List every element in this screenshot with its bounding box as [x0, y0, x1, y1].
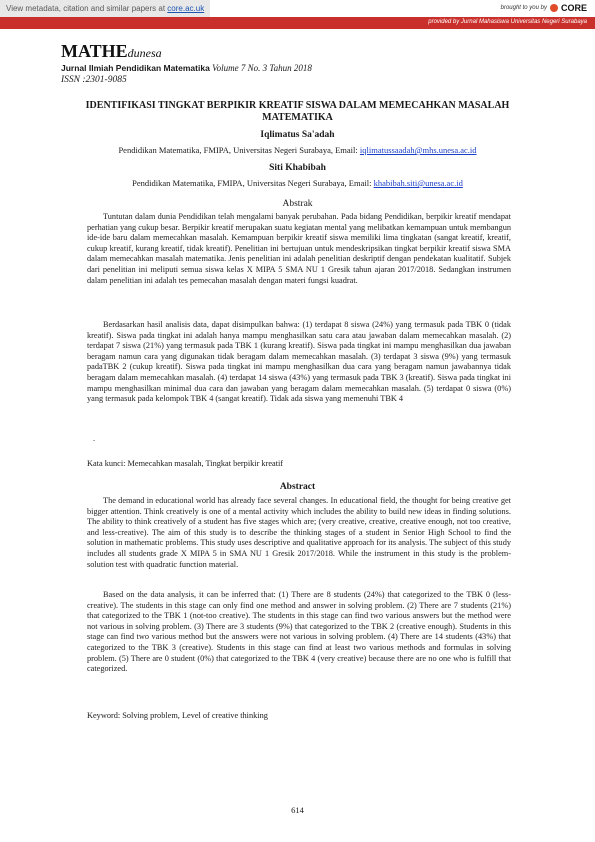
abstrak-paragraph-2: Berdasarkan hasil analisis data, dapat disimpulkan bahwa: (1) terdapat 8 siswa (24%) yang termasuk pada TBK 0 (tidak kreatif). Siswa pada tingkat ini adalah hanya mampu menghasilkan satu cara atau jawaban dalam memecahkan masalah. (2) terdapat 7 siswa (21%) yang termasuk pada TBK 1 (kurang kreatif). Siswa pada tingkat ini mampu menghasilkan dua jawaban beragam namun cara yang digunakan tidak beragam dalam memecahkan masalah. (3) terdapat 3 siswa (9%) yang termasuk padaTBK 2 (cukup kreatif). Siswa pada tingkat ini mampu menghasilkan dua cara yang beragam namun jawabannya tidak beragam dalam memecahkan masalah. (4) terdapat 14 siswa (43%) yang termasuk pada TBK 3 (kreatif). Siswa pada tingkat ini mampu menghasilkan minimal dua cara dan jawaban yang beragam dalam memecahkan masalah. (5) terdapat 0 siswa (0%) yang termasuk pada kelompok TBK 4 (sangat kreatif). Tidak ada siswa yang memenuhi TBK 4 — [87, 320, 511, 404]
paper-title: IDENTIFIKASI TINGKAT BERPIKIR KREATIF SISWA DALAM MEMECAHKAN MASALAH MATEMATIKA — [85, 100, 510, 123]
abstract-paragraph-2: Based on the data analysis, it can be inferred that: (1) There are 8 students (24%) that categorized to the TBK 0 (less-creative). The students in this stage can only find one method and answer in solving problem. (2) There are 7 students (21%) that categorized to the TBK 1 (not-too creative). The students in this stage can find two various answers but the method were not various in solving problem. (3) There are 3 students (9%) that categorized to the TBK 2 (creative enough). Students in this stage can find two various method but the answers were not various in solving problem. (4) There are 14 students (43%) that categorized to the TBK 3 (creative). Students in this stage can find at least two various methods and formulas in solving problem. (5) There are 0 student (0%) that categorized to the TBK 4 (very creative) because there are no one who is fulfill that categorized. — [87, 590, 511, 674]
metadata-notice — [0, 0, 210, 17]
journal-logo-mathe: MATHE — [61, 41, 128, 61]
abstrak-heading: Abstrak — [282, 199, 313, 209]
abstrak-paragraph-1: Tuntutan dalam dunia Pendidikan telah mengalami banyak perubahan. Pada bidang Pendidikan, berpikir kreatif mendapat perhatian yang cukup besar. Berpikir kreatif merupakan suatu kegiatan mental yang melibatkan kemampuan untuk membangun ide-ide baru dalam memecahkan masalah. Kemampuan berpikir kreatif siswa memiliki lima tingkatan (sangat kreatif, kreatif, cukup kreatif, kurang kreatif, tidak kreatif). Penelitian ini bertujuan untuk mendeskripsikan tingkat berpikir kreatif siswa SMA dalam memecahkan masalah matematika. Jenis penelitian ini adalah penelitian deskriptif dengan pendekatan kualitatif. Subjek dari penelitian ini meliputi semua siswa kelas X MIPA 5 SMA NU 1 Gresik tahun ajaran 2017/2018. Sedangkan instrumen dalam penelitian ini adalah tes pemecahan masalah dengan materi fungsi kuadrat. — [87, 212, 511, 285]
author-email-2[interactable]: khabibah.siti@unesa.ac.id — [373, 178, 463, 188]
metadata-notice-text: View metadata, citation and similar papers at — [6, 4, 168, 13]
author-affiliation-2 — [50, 178, 545, 188]
page-number: 614 — [291, 805, 304, 815]
brought-by-text: brought to you by — [500, 5, 547, 11]
abstract-keywords: Keyword: Solving problem, Level of creative thinking — [87, 711, 268, 720]
journal-masthead — [61, 41, 312, 85]
affiliation-text-2: Pendidikan Matematika, FMIPA, Universitas Negeri Surabaya, Email: — [132, 178, 374, 188]
journal-issn: ISSN :2301-9085 — [61, 75, 127, 85]
core-logo-icon — [550, 4, 558, 12]
core-logo-text[interactable]: CORE — [560, 3, 587, 13]
abstrak-trailing-dot: . — [93, 434, 96, 443]
abstract-paragraph-1: The demand in educational world has already face several changes. In educational field, the thought for being creative get bigger attention. Think creatively is one of a mental activity which includes the ability to build new ideas in finding solutions. The ability to think creatively of a student has five stages which are; (very creative, creative, creative enough, not too creative, and less-creative). The aim of this study is to describe the thinking stages of a student in Senior High School to find the solution in mathematic problems. This study uses descriptive and qualitative approach for its analysis. The subject of this study includes all students grade X MIPA 5 in SMA NU 1 Gresik 2017/2018. While the instrument in this study is the problem-solution test with quadratic function material. — [87, 496, 511, 569]
author-affiliation-1 — [50, 145, 545, 155]
journal-logo-unesa: dunesa — [127, 46, 162, 60]
provider-banner — [0, 17, 595, 29]
author-name-1: Iqlimatus Sa'adah — [260, 130, 335, 140]
journal-volume: Volume 7 No. 3 Tahun 2018 — [212, 63, 312, 73]
abstract-heading: Abstract — [279, 482, 316, 492]
journal-line — [61, 63, 312, 73]
abstrak-keywords: Kata kunci: Memecahkan masalah, Tingkat berpikir kreatif — [87, 459, 284, 468]
core-link[interactable]: core.ac.uk — [167, 4, 205, 13]
journal-name: Jurnal Ilmiah Pendidikan Matematika — [61, 63, 210, 73]
provider-text[interactable]: provided by Jurnal Mahasiswa Universitas Negeri Surabaya — [428, 19, 587, 25]
brought-by — [501, 3, 587, 13]
journal-logo — [61, 41, 312, 62]
affiliation-text-1: Pendidikan Matematika, FMIPA, Universitas Negeri Surabaya, Email: — [118, 145, 360, 155]
author-email-1[interactable]: iqlimatussaadah@mhs.unesa.ac.id — [359, 145, 477, 155]
author-name-2: Siti Khabibah — [269, 163, 326, 173]
